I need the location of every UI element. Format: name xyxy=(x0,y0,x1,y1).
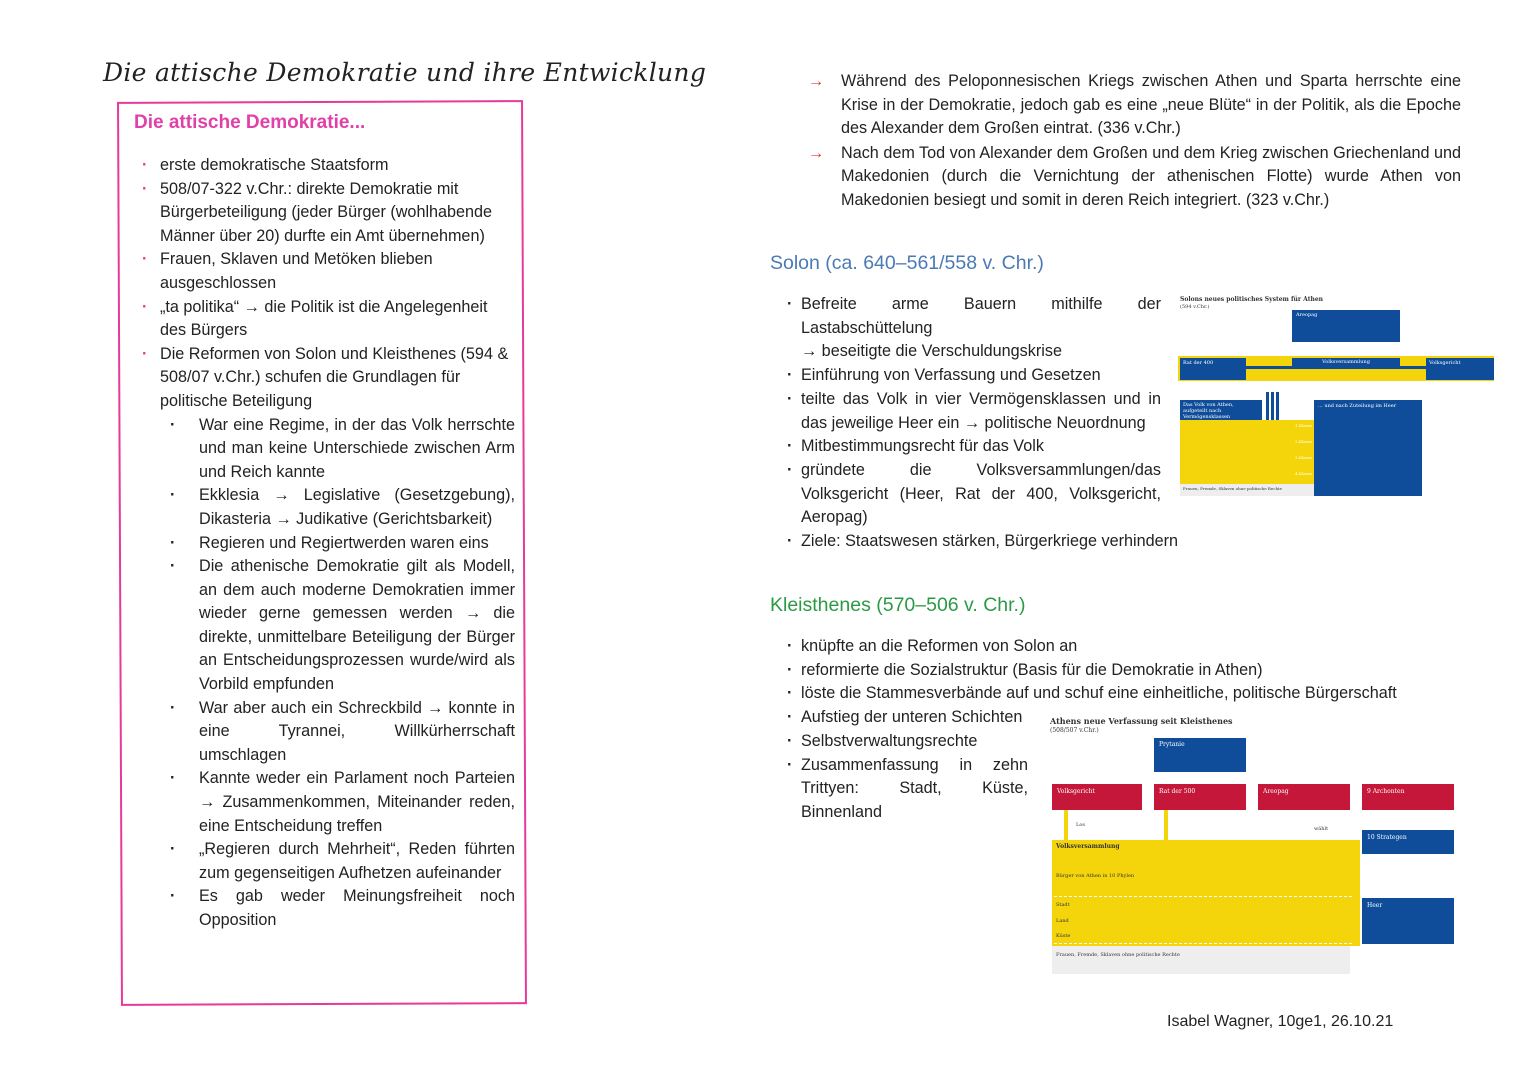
arrow-right-icon: → xyxy=(808,143,825,162)
arrow-right-icon: → xyxy=(808,72,825,90)
author-footer: Isabel Wagner, 10ge1, 26.10.21 xyxy=(1167,1013,1394,1030)
list-item: · gründete die Volksversammlungen/das Volksgericht (Heer, Rat der 400, Volksgericht, Aeropag) xyxy=(785,459,1161,530)
class-label-2: 2.Klasse xyxy=(1294,436,1314,448)
list-item-text: Nach dem Tod von Alexander dem Großen und dem Krieg zwischen Griechenland und Makedonien (durch die Vernichtung der athenischen Flotte) wurde Athen von Makedonien besiegt und somit in deren Reich integriert. (323 v.Chr.) xyxy=(841,143,1461,209)
excluded-label: Frauen, Fremde, Sklaven ohne politische Rechte xyxy=(1183,486,1283,491)
arrow-line xyxy=(1164,810,1168,840)
heer-box xyxy=(1314,414,1422,496)
list-item: · Mitbestimmungsrecht für das Volk xyxy=(785,435,1161,459)
class-label-1: 1.Klasse xyxy=(1294,420,1314,432)
list-item: · reformierte die Sozialstruktur (Basis für die Demokratie in Athen) xyxy=(785,659,1435,683)
volksgericht-box: Volksgericht xyxy=(1052,784,1142,810)
heer-header-box: ... und nach Zuteilung im Heer xyxy=(1314,400,1422,414)
areopag-box: Areopag xyxy=(1258,784,1350,810)
class-label-3: 3.Klasse xyxy=(1294,452,1314,464)
list-item: · teilte das Volk in vier Vermögensklassen und in das jeweilige Heer ein → politische Neuordnung xyxy=(785,388,1161,435)
list-item: · Einführung von Verfassung und Gesetzen xyxy=(785,364,1161,388)
list-item: · „ta politika“ → die Politik ist die Angelegenheit des Bürgers xyxy=(140,296,515,343)
list-item: · „Regieren durch Mehrheit“, Reden führten zum gegenseitigen Aufhetzen aufeinander xyxy=(140,838,515,885)
list-item-text: Während des Peloponnesischen Kriegs zwischen Athen und Sparta herrschte eine Krise in der Demokratie, jedoch gab es eine „neue Blüte“ in der Politik, als die Epoche des Alexander dem Großen eintrat. (336 v.Chr.) xyxy=(841,72,1461,138)
areopag-box: Areopag xyxy=(1292,310,1400,342)
solon-diagram-title: Solons neues politisches System für Athen xyxy=(1180,296,1324,303)
list-item: · Selbstverwaltungsrechte xyxy=(785,730,1435,754)
solon-list xyxy=(785,293,1178,554)
list-item: · 508/07-322 v.Chr.: direkte Demokratie mit Bürgerbeteiligung (jeder Bürger (wohlhabende Männer über 20) durfte ein Amt übernehmen) xyxy=(140,178,515,249)
solon-diagram xyxy=(1178,296,1496,508)
list-item: · Kannte weder ein Parlament noch Parteien → Zusammenkommen, Miteinander reden, eine Entscheidung treffen xyxy=(140,767,515,838)
solon-diagram-subtitle: (594 v.Chr.) xyxy=(1180,304,1210,310)
strategen-box: 10 Strategen xyxy=(1362,830,1454,854)
list-item: · erste demokratische Staatsform xyxy=(140,154,515,178)
list-item: · Ekklesia → Legislative (Gesetzgebung), Dikasteria → Judikative (Gerichtsbarkeit) xyxy=(140,484,515,531)
history-arrow-list xyxy=(808,70,1461,214)
rat-400-box: Rat der 400 xyxy=(1180,358,1246,380)
list-item xyxy=(808,70,1461,141)
summary-list xyxy=(140,154,515,933)
volk-box: Das Volk von Athen, aufgeteilt nach Vermögensklassen xyxy=(1180,400,1262,420)
kleisthenes-diagram xyxy=(1050,716,1456,976)
rat-500-box: Rat der 500 xyxy=(1154,784,1246,810)
list-item: · löste die Stammesverbände auf und schuf eine einheitliche, politische Bürgerschaft xyxy=(785,682,1435,706)
list-item: · Zusammenfassung in zehn Trittyen: Stadt, Küste, Binnenland xyxy=(785,754,1028,825)
excluded-band xyxy=(1052,946,1350,974)
arrow-line xyxy=(1246,366,1426,369)
solon-heading: Solon (ca. 640–561/558 v. Chr.) xyxy=(770,252,1044,274)
list-item: · Ziele: Staatswesen stärken, Bürgerkriege verhindern xyxy=(785,530,1201,554)
excluded-label: Frauen, Fremde, Sklaven ohne politische Rechte xyxy=(1056,952,1180,958)
list-item: · Frauen, Sklaven und Metöken blieben ausgeschlossen xyxy=(140,248,515,295)
volksversammlung-label: Volksversammlung xyxy=(1056,843,1120,850)
class-label-4: 4.Klasse xyxy=(1294,468,1314,480)
list-item: · War aber auch ein Schreckbild → konnte in eine Tyrannei, Willkürherrschaft umschlagen xyxy=(140,697,515,768)
list-item: · knüpfte an die Reformen von Solon an xyxy=(785,635,1435,659)
list-item: · Aufstieg der unteren Schichten xyxy=(785,706,1435,730)
list-item: · War eine Regime, in der das Volk herrschte und man keine Unterschiede zwischen Arm und Reich kannte xyxy=(140,414,515,485)
kleisthenes-heading: Kleisthenes (570–506 v. Chr.) xyxy=(770,594,1026,616)
kleisthenes-diagram-title: Athens neue Verfassung seit Kleisthenes xyxy=(1050,716,1233,726)
kleisthenes-diagram-subtitle: (508/507 v.Chr.) xyxy=(1050,727,1099,734)
list-item: · Es gab weder Meinungsfreiheit noch Opposition xyxy=(140,885,515,932)
list-item: · Befreite arme Bauern mithilfe der Lastabschüttelung xyxy=(785,293,1161,340)
arrow-line xyxy=(1064,810,1068,840)
row-label-kueste: Küste xyxy=(1056,933,1071,939)
los-label: Los xyxy=(1076,822,1085,828)
volksgericht-box: Volksgericht xyxy=(1426,358,1494,380)
list-item: → beseitigte die Verschuldungskrise xyxy=(801,342,1062,361)
row-label-land: Land xyxy=(1056,918,1069,924)
summary-box-heading: Die attische Demokratie... xyxy=(134,112,366,133)
archonten-box: 9 Archonten xyxy=(1362,784,1454,810)
list-item xyxy=(808,142,1461,213)
waehlt-label: wählt xyxy=(1314,826,1329,832)
volksversammlung-box: Volksversammlung xyxy=(1292,358,1400,367)
phylen-grid xyxy=(1054,896,1352,944)
list-item: · Die Reformen von Solon und Kleisthenes (594 & 508/07 v.Chr.) schufen die Grundlagen für politische Beteiligung xyxy=(140,343,515,414)
heer-box: Heer xyxy=(1362,898,1454,944)
prytanie-box: Prytanie xyxy=(1154,738,1246,772)
page-title: Die attische Demokratie und ihre Entwicklung xyxy=(103,58,707,87)
buerger-label: Bürger von Athen in 10 Phylen xyxy=(1056,873,1135,879)
list-item: · Regieren und Regiertwerden waren eins xyxy=(140,532,515,556)
row-label-stadt: Stadt xyxy=(1056,902,1070,908)
list-item: · Die athenische Demokratie gilt als Modell, an dem auch moderne Demokratien immer wieder gerne gemessen werden → die direkte, unmittelbare Beteiligung der Bürger an Entscheidungsprozessen wurde/wird als Vorbild empfunden xyxy=(140,555,515,697)
